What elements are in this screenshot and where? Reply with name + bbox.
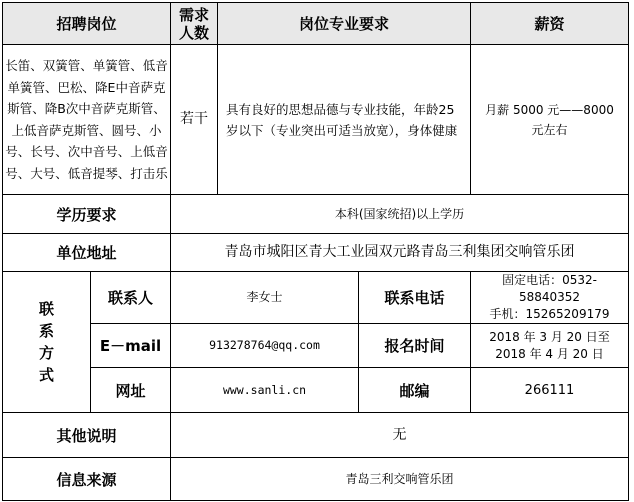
contact-row-1: [3, 272, 629, 324]
salary-cell: 月薪 5000 元——8000 元左右: [471, 45, 629, 195]
address-row: [3, 234, 629, 272]
email-label: E－mail: [91, 324, 171, 368]
positions-cell: 长笛、双簧管、单簧管、低音单簧管、巴松、降E中音萨克斯管、降B次中音萨克斯管、上低音萨克斯管、圆号、小号、长号、次中音号、上低音号、大号、低音提琴、打击乐: [3, 45, 171, 195]
postcode-label: 邮编: [359, 368, 471, 413]
email-value: 913278764@qq.com: [171, 324, 359, 368]
phone-cell: [471, 272, 629, 324]
address-value: 青岛市城阳区青大工业园双元路青岛三利集团交响管乐团: [171, 234, 629, 272]
education-value: 本科(国家统招)以上学历: [171, 195, 629, 234]
phone-label: 联系电话: [359, 272, 471, 324]
requirements-header: 岗位专业要求: [218, 3, 471, 45]
education-label: 学历要求: [3, 195, 171, 234]
source-row: [3, 458, 629, 501]
job-row: [3, 45, 629, 195]
signup-label: 报名时间: [359, 324, 471, 368]
signup-end: 2018 年 4 月 20 日: [495, 346, 604, 361]
education-row: [3, 195, 629, 234]
contact-row-3: [3, 368, 629, 413]
other-value: 无: [171, 413, 629, 458]
mobile-value: 手机：15265209179: [489, 307, 610, 321]
contact-section-label: 联系方式: [3, 272, 91, 413]
source-value: 青岛三利交响管乐团: [171, 458, 629, 501]
other-row: [3, 413, 629, 458]
website-label: 网址: [91, 368, 171, 413]
recruitment-table: [2, 2, 629, 501]
header-row: [3, 3, 629, 45]
website-value: www.sanli.cn: [171, 368, 359, 413]
position-header: 招聘岗位: [3, 3, 171, 45]
source-label: 信息来源: [3, 458, 171, 501]
requirements-cell: 具有良好的思想品德与专业技能，年龄25岁以下（专业突出可适当放宽），身体健康: [218, 45, 471, 195]
signup-start: 2018 年 3 月 20 日至: [489, 329, 610, 344]
signup-cell: [471, 324, 629, 368]
postcode-value: 266111: [471, 368, 629, 413]
contact-person-label: 联系人: [91, 272, 171, 324]
headcount-cell: 若干: [171, 45, 218, 195]
contact-row-2: [3, 324, 629, 368]
other-label: 其他说明: [3, 413, 171, 458]
salary-header: 薪资: [471, 3, 629, 45]
landline-value: 固定电话：0532-58840352: [502, 273, 597, 304]
address-label: 单位地址: [3, 234, 171, 272]
headcount-header: 需求人数: [171, 3, 218, 45]
contact-person-value: 李女士: [171, 272, 359, 324]
